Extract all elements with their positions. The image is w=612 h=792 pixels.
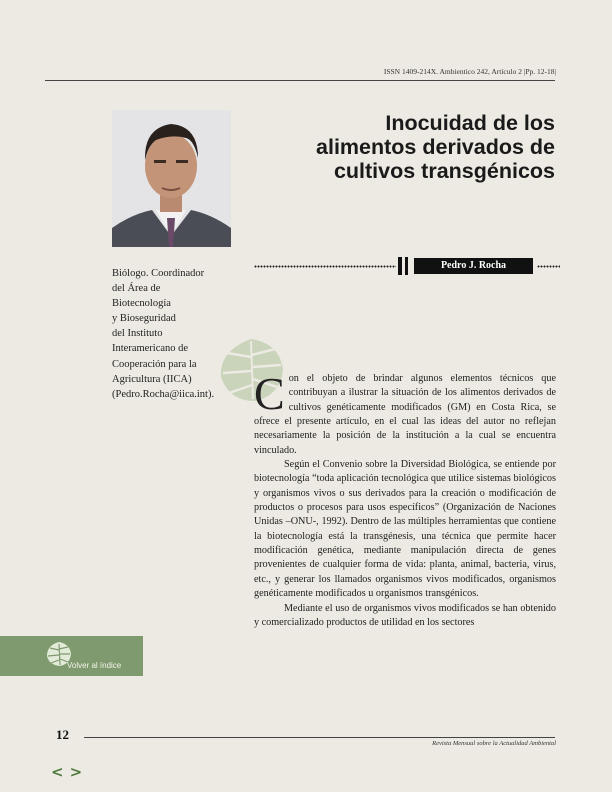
author-bar bbox=[254, 257, 560, 275]
journal-name: Revista Mensual sobre la Actualidad Ambiental bbox=[432, 740, 556, 747]
dotted-rule-left bbox=[254, 265, 396, 268]
article-title bbox=[255, 111, 555, 183]
bio-line: del Instituto bbox=[112, 328, 163, 340]
issn-header: ISSN 1409-214X. Ambientico 242, Artículo 2 |Pp. 12-18| bbox=[383, 67, 556, 76]
page-number: 12 bbox=[56, 727, 69, 742]
paragraph: Según el Convenio sobre la Diversidad Biológica, se entiende por biotecnología “toda aplicación tecnológica que utilice sistemas biológicos y organismos vivos o sus derivados para la creación o modificación de productos o procesos para usos específicos” (Organización de Naciones Unidas –ONU-, 1992). Dentro de las múltiples herramientas que contiene la biotecnología está la transgénesis, una técnica que permite hacer modificación genética, mediante manipulación directa de genes provenientes de cualquier forma de vida: planta, animal, bacteria, virus, etc., y generar los llamados organismos vivos modificados, organismos genéticamente modificados u organismos transgénicos. bbox=[254, 459, 556, 600]
next-page-button[interactable]: > bbox=[69, 763, 83, 781]
article-body bbox=[254, 368, 556, 630]
back-to-index-button[interactable] bbox=[0, 636, 143, 676]
footer-rule bbox=[84, 737, 555, 738]
page-navigation bbox=[51, 763, 88, 781]
bio-line: Biotecnología bbox=[112, 298, 171, 310]
bio-line: y Bioseguridad bbox=[112, 313, 176, 325]
bio-line: del Área de bbox=[112, 283, 161, 295]
paragraph: Mediante el uso de organismos vivos modificados se han obtenido y comercializado productos de utilidad en los sectores bbox=[254, 602, 556, 628]
header-rule bbox=[45, 80, 555, 81]
title-line: cultivos transgénicos bbox=[333, 159, 555, 183]
author-name: Pedro J. Rocha bbox=[414, 258, 533, 274]
bio-line: (Pedro.Rocha@iica.int). bbox=[112, 388, 215, 400]
back-to-index-label: Volver al índice bbox=[67, 661, 122, 670]
previous-page-button[interactable]: < bbox=[51, 763, 64, 781]
bio-line: Agricultura (IICA) bbox=[112, 373, 192, 385]
author-bar-marks bbox=[398, 257, 412, 275]
drop-cap: C bbox=[254, 368, 285, 419]
bio-line: Biólogo. Coordinador bbox=[112, 268, 205, 279]
author-photo bbox=[112, 110, 231, 247]
bio-line: Interamericano de bbox=[112, 343, 189, 355]
dotted-rule-right bbox=[537, 265, 560, 268]
title-line: Inocuidad de los bbox=[385, 111, 555, 135]
paragraph: on el objeto de brindar algunos elementos técnicos que contribuyan a ilustrar la situación de los alimentos derivados de cultivos genéticamente modificados (GM) en Costa Rica, se ofrece el presente artículo, en el cual las ideas del autor no reflejan necesariamente la posición de la institución a la cual se encuentra vinculado. bbox=[254, 373, 556, 456]
bio-line: Cooperación para la bbox=[112, 358, 197, 370]
title-line: alimentos derivados de bbox=[316, 135, 555, 159]
